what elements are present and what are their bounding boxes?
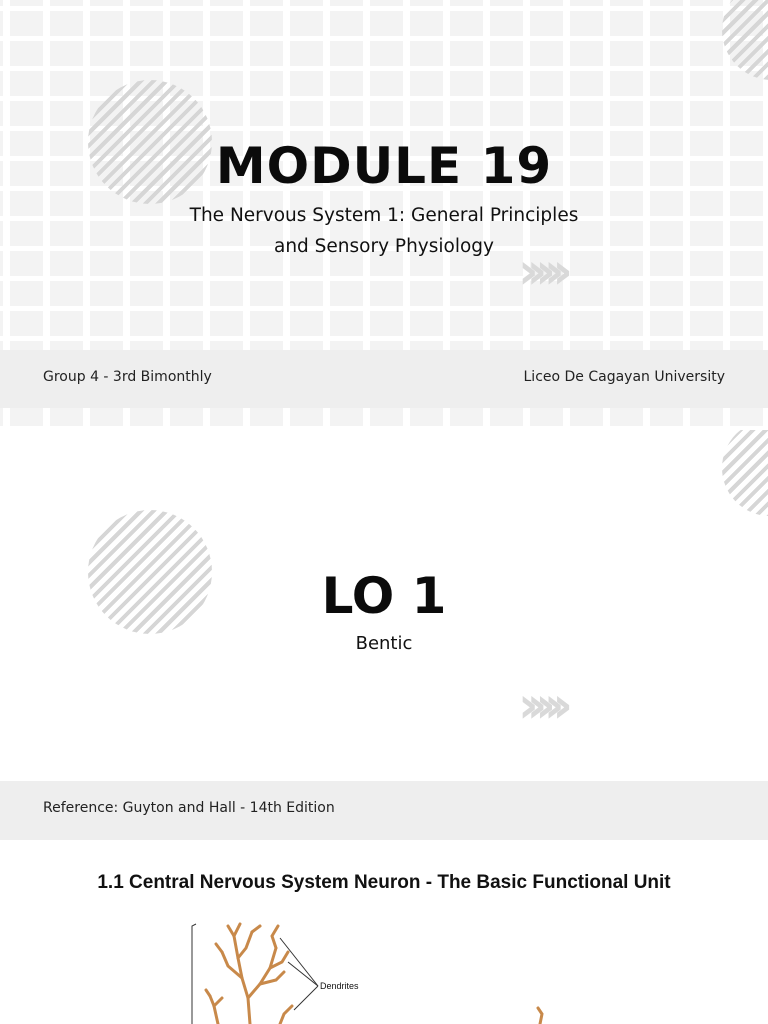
reference-text: Reference: Guyton and Hall - 14th Edition — [43, 800, 335, 816]
group-label: Group 4 - 3rd Bimonthly — [43, 369, 212, 385]
module-subtitle — [0, 200, 768, 262]
chevron-arrows-icon: ››››› — [518, 676, 562, 734]
reference-band — [0, 781, 768, 840]
title-slide — [0, 0, 768, 430]
lo-subtitle: Bentic — [355, 633, 413, 654]
chevron-arrows-icon: ››››› — [518, 242, 562, 300]
dendrites-label: Dendrites — [320, 981, 359, 991]
university-label: Liceo De Cagayan University — [523, 369, 725, 385]
neuron-figure — [180, 918, 580, 1024]
striped-circle-decoration — [722, 430, 768, 516]
lo-slide — [0, 430, 768, 840]
figure-bracket — [192, 924, 196, 1024]
lo-title: LO 1 — [321, 567, 447, 625]
module-title: MODULE 19 — [215, 137, 553, 195]
subtitle-line-2: and Sensory Physiology — [273, 236, 494, 257]
subtitle-line-1: The Nervous System 1: General Principles — [189, 205, 579, 226]
striped-circle-decoration — [722, 0, 768, 80]
content-section — [0, 840, 768, 1024]
dendrite-branches — [206, 924, 542, 1024]
section-heading: 1.1 Central Nervous System Neuron - The Basic Functional Unit — [97, 872, 671, 893]
title-footer-band — [0, 350, 768, 408]
dendrite-pointer-lines — [280, 938, 318, 1010]
